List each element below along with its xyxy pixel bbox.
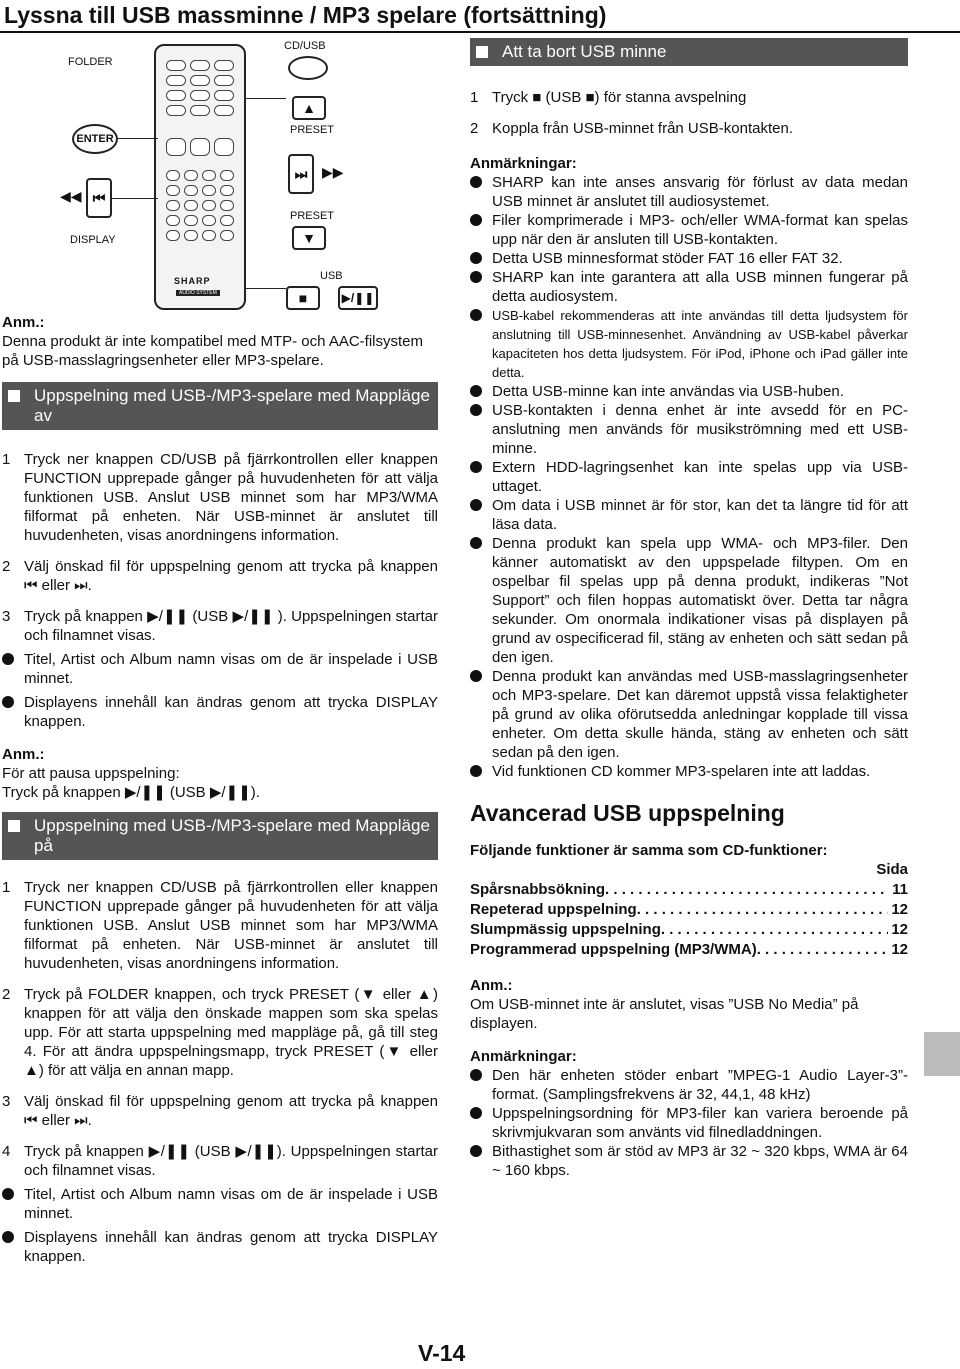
folder-label: FOLDER (68, 56, 113, 68)
bullet-icon (2, 653, 14, 665)
remote-control (154, 44, 246, 310)
notes-label: Anmärkningar: (470, 155, 577, 172)
preset-down-icon: ▼ (292, 226, 326, 250)
advanced-heading: Avancerad USB uppspelning (470, 800, 785, 826)
list-item: Vid funktionen CD kommer MP3-spelaren inte att laddas. (470, 762, 908, 781)
title-rule (0, 31, 960, 33)
callout-line (118, 138, 158, 139)
note-text: Denna produkt är inte kompatibel med MTP- och AAC-filsystem på USB-masslagringsenheter eller MP3-spelare. (2, 333, 424, 369)
page-number: V-14 (418, 1340, 466, 1366)
toc-row: Spårsnabbsökning . . . 11 (470, 880, 908, 900)
bullet-icon (470, 214, 482, 226)
steps-folder-on (2, 878, 438, 1266)
list-item: 1 Tryck ■ (USB ■) för stanna avspelning (470, 89, 747, 106)
note-label: Anm.: (470, 977, 513, 994)
list-item: 1 Tryck ner knappen CD/USB på fjärrkontrollen eller knappen FUNCTION upprepade gånger på huvudenheten för att välja funktionen USB. Anslut USB minnet som har MP3/WMA filformat på enheten. När USB-minnet är anslutet till huvudenheten, visas anordningens information. (2, 451, 438, 544)
list-item: 1 Tryck ner knappen CD/USB på fjärrkontrollen eller knappen FUNCTION upprepade gånger på huvudenheten för att välja funktionen USB. Anslut USB minnet som har MP3/WMA filformat på enheten. När USB-minnet är anslutet till huvudenheten, visas anordningens information. (2, 879, 438, 972)
square-bullet-icon (8, 820, 20, 832)
callout-line (246, 288, 286, 289)
bullet-icon (470, 765, 482, 777)
next-track-icon: ⏭ (288, 154, 314, 194)
cd-usb-label: CD/USB (284, 40, 326, 52)
enter-button-illustration: ENTER (72, 124, 118, 154)
bullet-icon (470, 499, 482, 511)
list-item: SHARP kan inte garantera att alla USB minnen fungerar på detta audiosystem. (470, 268, 908, 306)
bullet-icon (2, 1188, 14, 1200)
section-header-folder-on (2, 812, 438, 860)
bullet-icon (470, 404, 482, 416)
section-header-folder-off (2, 382, 438, 430)
list-item: Titel, Artist och Album namn visas om de är inspelade i USB minnet. (2, 1185, 438, 1223)
bullet-icon (470, 1069, 482, 1081)
list-item: Displayens innehåll kan ändras genom att trycka DISPLAY knappen. (2, 1228, 438, 1266)
note-label: Anm.: (2, 314, 45, 331)
remote-brand: SHARP (174, 276, 211, 286)
stop-icon: ■ (286, 286, 320, 310)
play-pause-icon: ▶/❚❚ (338, 286, 378, 310)
display-label: DISPLAY (70, 234, 116, 246)
note-line: För att pausa uppspelning: (2, 765, 180, 782)
toc-row: Repeterad uppspelning . . . 12 (470, 900, 908, 920)
bullet-icon (470, 309, 482, 321)
remove-steps (470, 88, 908, 138)
list-item: 2 Välj önskad fil för uppspelning genom att trycka på knappen ⏮ eller ⏭. (2, 558, 438, 594)
bullet-icon (470, 461, 482, 473)
list-item: Detta USB minnesformat stöder FAT 16 eller FAT 32. (470, 249, 908, 268)
notes-list (470, 173, 908, 781)
prev-track-icon: ⏮ (86, 178, 112, 218)
list-item: Uppspelningsordning för MP3-filer kan variera beroende på skrivmjukvaran som använts vid filnedladdningen. (470, 1104, 908, 1142)
toc-row: Programmerad uppspelning (MP3/WMA) . . . 12 (470, 940, 908, 960)
list-item: Om data i USB minnet är för stor, kan det ta längre tid för att läsa data. (470, 496, 908, 534)
list-item: Denna produkt kan spela upp WMA- och MP3-filer. Den känner automatiskt av den uppspelade filtypen. Om en ospelbar fil spelas upp på denna produkt, indikeras ”Not Support” och filen hoppas automatiskt över. Detta tar några sekunder. Om onormala indikationer visas på displayen på grund av ospecificerad fil, stäng av enheten och sätt sedan på den igen. (470, 534, 908, 667)
bullet-icon (470, 1145, 482, 1157)
section-title: Uppspelning med USB-/MP3-spelare med Mappläge av (34, 386, 430, 425)
list-item: Bithastighet som är stöd av MP3 är 32 ~ 320 kbps, WMA är 64 ~ 160 kbps. (470, 1142, 908, 1180)
left-column (2, 38, 438, 1266)
list-item: Titel, Artist och Album namn visas om de är inspelade i USB minnet. (2, 650, 438, 688)
list-item: Filer komprimerade i MP3- och/eller WMA-format kan spelas upp när den är ansluten till USB-kontakten. (470, 211, 908, 249)
list-item: 3 Välj önskad fil för uppspelning genom att trycka på knappen ⏮ eller ⏭. (2, 1093, 438, 1129)
steps-folder-off (2, 450, 438, 731)
bullet-icon (470, 252, 482, 264)
list-item: 4 Tryck på knappen ▶/❚❚ (USB ▶/❚❚). Uppspelningen startar och filnamnet visas. (2, 1143, 438, 1179)
bullet-icon (470, 385, 482, 397)
section-title: Uppspelning med USB-/MP3-spelare med Mappläge på (34, 816, 430, 855)
list-item: SHARP kan inte anses ansvarig för förlust av data medan USB minnet är anslutet till audiosystemet. (470, 173, 908, 211)
list-item: Denna produkt kan användas med USB-masslagringsenheter och MP3-spelare. Det kan däremot uppstå vissa felaktigheter på grund av olika oförutsedda anledningar kopplade till vissa enheter. Om detta skulle hända, stäng av enheten och sätt sedan på den igen. (470, 667, 908, 762)
notes-list (470, 1066, 908, 1180)
notes-label: Anmärkningar: (470, 1048, 577, 1065)
section-header-remove-usb (470, 38, 908, 66)
note-label: Anm.: (2, 746, 45, 763)
callout-line (246, 98, 286, 99)
prev-outer-icon: ◀◀ (60, 188, 82, 204)
list-item: Displayens innehåll kan ändras genom att trycka DISPLAY knappen. (2, 693, 438, 731)
square-bullet-icon (476, 46, 488, 58)
section-title: Att ta bort USB minne (502, 42, 667, 61)
bullet-icon (2, 1231, 14, 1243)
advanced-intro: Följande funktioner är samma som CD-funktioner: (470, 842, 828, 859)
bullet-icon (470, 176, 482, 188)
callout-line (112, 198, 158, 199)
bullet-icon (470, 537, 482, 549)
list-item: Den här enheten stöder enbart ”MPEG-1 Audio Layer-3”-format. (Samplingsfrekvens är 32, 44,1, 48 kHz) (470, 1066, 908, 1104)
toc-row: Slumpmässig uppspelning . . . 12 (470, 920, 908, 940)
bullet-icon (470, 670, 482, 682)
list-item: Detta USB-minne kan inte användas via USB-huben. (470, 382, 908, 401)
list-item: USB-kabel rekommenderas att inte användas till detta ljudsystem för anslutning till USB-minnesenhet. Användning av USB-kabel påverkar kapaciteten hos detta ljudsystem. För iPod, iPhone och iPad gäller inte detta. (470, 306, 908, 382)
bullet-icon (470, 271, 482, 283)
list-item: 2 Koppla från USB-minnet från USB-kontakten. (470, 120, 793, 137)
remote-control-figure (2, 38, 438, 313)
list-item: 2 Tryck på FOLDER knappen, och tryck PRESET (▼ eller ▲) knappen för att välja den önskade mappen som ska spelas upp. För att starta uppspelning med mappläge på, gå till steg 4. För att ändra uppspelningsmapp, tryck PRESET (▼ eller ▲) för att välja en annan mapp. (2, 986, 438, 1079)
square-bullet-icon (8, 390, 20, 402)
note-line: Tryck på knappen ▶/❚❚ (USB ▶/❚❚). (2, 784, 260, 801)
bullet-icon (2, 696, 14, 708)
next-outer-icon: ▶▶ (322, 164, 344, 180)
bullet-icon (470, 1107, 482, 1119)
cd-usb-button-illustration (288, 56, 328, 80)
list-item: Extern HDD-lagringsenhet kan inte spelas upp via USB-uttaget. (470, 458, 908, 496)
preset-down-label: PRESET (290, 210, 335, 222)
right-column (470, 38, 908, 1180)
usb-label: USB (320, 270, 343, 282)
page-title: Lyssna till USB massminne / MP3 spelare (fortsättning) (4, 2, 607, 28)
toc-list (470, 880, 908, 960)
preset-up-icon: ▲ (292, 96, 326, 120)
toc-header: Sida (876, 861, 908, 878)
list-item: USB-kontakten i denna enhet är inte avsedd för en PC-anslutning men används för musikströmning med ett USB-minne. (470, 401, 908, 458)
section-tab (924, 1032, 960, 1076)
preset-up-label: PRESET (290, 124, 335, 136)
remote-sub: AUDIO SYSTEM (176, 290, 220, 296)
note-text: Om USB-minnet inte är anslutet, visas ”USB No Media” på displayen. (470, 996, 859, 1032)
list-item: 3 Tryck på knappen ▶/❚❚ (USB ▶/❚❚ ). Uppspelningen startar och filnamnet visas. (2, 608, 438, 644)
